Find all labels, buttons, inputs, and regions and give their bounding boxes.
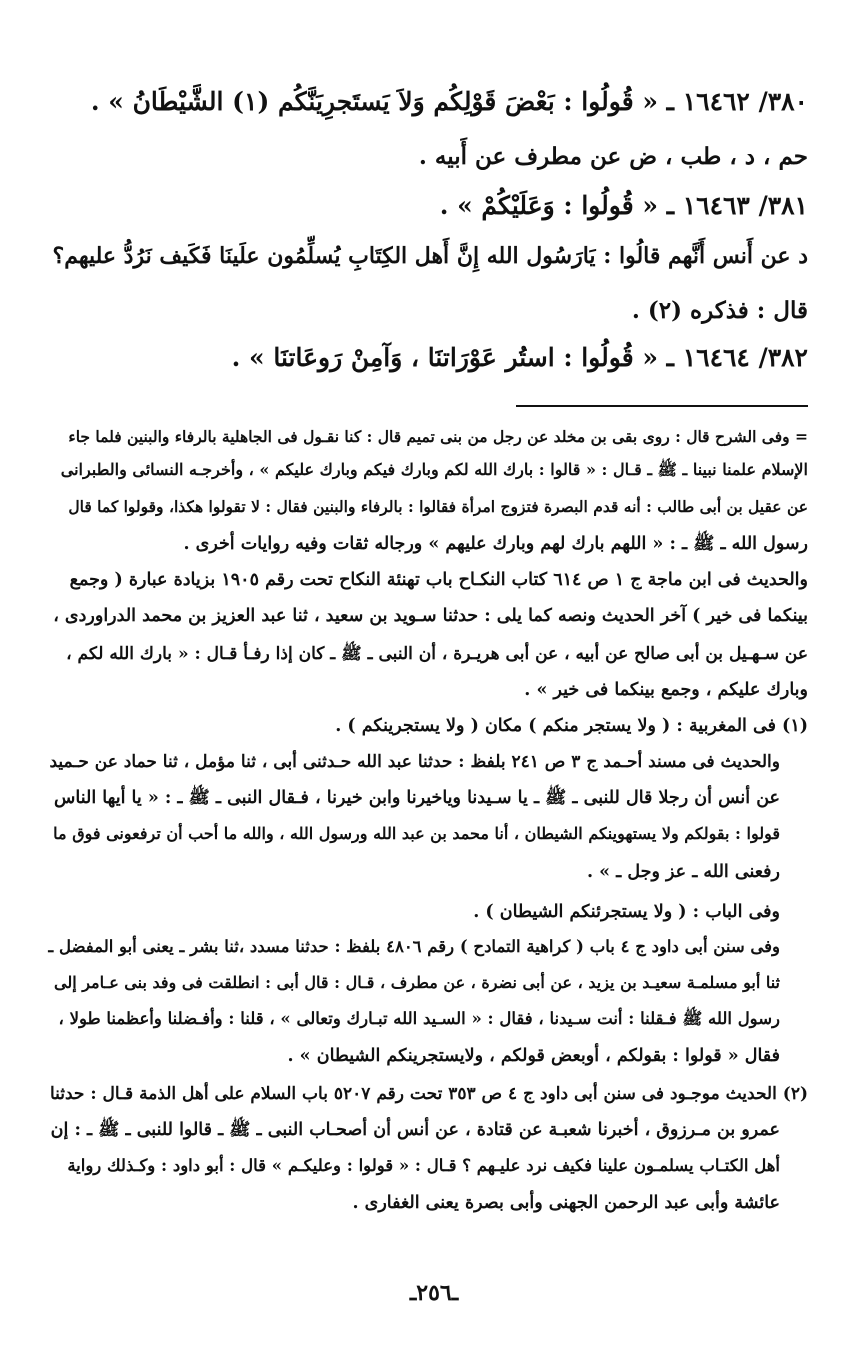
footnote-1-line: وفى الباب : ( ولا يستجرئنكم الشيطان ) . <box>473 902 780 922</box>
hadith-380-source: حم ، د ، طب ، ض عن مطرف عن أَبيه . <box>418 143 808 170</box>
footnote-separator <box>516 405 808 407</box>
footnote-1-line: عن أنس أن رجلا قال للنبى ـ ﷺ ـ يا سـيدنا وياخيرنا وابن خيرنا ، فـقال النبى ـ ﷺ ـ : « يا أيها الناس <box>54 788 780 808</box>
footnote-2-line: أهل الكتـاب يسلمـون علينا فكيف نرد عليـهم ؟ قـال : « قولوا : وعليكـم » قال : أبو داود : وكـذلك رواية <box>67 1156 780 1175</box>
footnote-line: والحديث فى ابن ماجة ج ١ ص ٦١٤ كتاب النكـاح باب تهنئة النكاح تحت رقم ١٩٠٥ بزيادة عبارة ( وجمع <box>69 570 808 590</box>
hadith-381-source: د عن أَنس أَنَّهم قالُوا : يَارَسُول الله إِنَّ أَهل الكِتَابِ يُسلِّمُون علَينَا فَكَيف نَرُدُّ عليهم؟ <box>52 243 808 269</box>
footnote-line: عن سـهـيل بن أبى صالح عن أبيه ، عن أبى هريـرة ، أن النبى ـ ﷺ ـ كان إذا رفـأ قـال : « بارك الله لكم ، <box>66 644 808 664</box>
page-number: ـ٢٥٦ـ <box>409 1280 459 1306</box>
footnote-1-line: ثنا أبو مسلمـة سعيـد بن يزيد ، عن أبى نضرة ، عن مطرف ، قـال : قال أبى : انطلقت فى وفد بنى عـامر إلى <box>54 973 780 992</box>
footnote-line: الإسلام علمنا نبينا ـ ﷺ ـ قـال : « قالوا : بارك الله لكم وبارك فيكم وبارك عليكم » ، وأخرجـه النسائى والطبرانى <box>60 460 808 479</box>
footnote-1-line: وفى سنن أبى داود ج ٤ باب ( كراهية التمادح ) رقم ٤٨٠٦ بلفظ : حدثنا مسدد ،ثنا بشر ـ يعنى أبو المفضل ـ <box>48 937 780 956</box>
hadith-381-source-cont: قال : فذكره (٢) . <box>631 297 808 324</box>
footnote-1-line: والحديث فى مسند أحـمد ج ٣ ص ٢٤١ بلفظ : حدثنا عبد الله حـدثنى أبى ، ثنا مؤمل ، ثنا حماد عن حـميد <box>49 752 780 772</box>
footnote-line: = وفى الشرح قال : روى بقى بن مخلد عن رجل من بنى تميم قال : كنا نقـول فى الجاهلية بالرفاء والبنين فلما جاء <box>68 427 808 446</box>
footnote-line: عن عقيل بن أبى طالب : أنه قدم البصرة فتزوج امرأة فقالوا : بالرفاء والبنين فقال : لا تقولوا هكذا، وقولوا كما قال <box>68 497 808 516</box>
footnote-line: بينكما فى خير ) آخر الحديث ونصه كما يلى : حدثنا سـويد بن سعيد ، ثنا عبد العزيز بن محمد الدراوردى ، <box>53 606 808 626</box>
footnote-2-line: عائشة وأبى عبد الرحمن الجهنى وأبى بصرة يعنى الغفارى . <box>352 1193 780 1213</box>
footnote-1-line: قولوا : بقولكم ولا يستهوينكم الشيطان ، أنا محمد بن عبد الله ورسول الله ، والله ما أحب أن ترفعونى فوق ما <box>53 824 780 843</box>
footnote-1-line: رفعنى الله ـ عز وجل ـ » . <box>586 862 780 882</box>
hadith-382-line: ٣٨٢/ ١٦٤٦٤ ـ « قُولُوا : استُر عَوْرَاتنَا ، وَآمِنْ رَوعَاتنَا » . <box>231 343 808 372</box>
footnote-1-line: (١) فى المغربية : ( ولا يستجر منكم ) مكان ( ولا يستجرينكم ) . <box>335 716 808 736</box>
footnote-2-line: (٢) الحديث موجـود فى سنن أبى داود ج ٤ ص ٣٥٣ تحت رقم ٥٢٠٧ باب السلام على أهل الذمة قـال : حدثنا <box>49 1084 808 1104</box>
footnote-1-line: فقال « قولوا : بقولكم ، أوبعض قولكم ، ولايستجرينكم الشيطان » . <box>287 1046 780 1066</box>
footnote-line: وبارك عليكم ، وجمع بينكما فى خير » . <box>524 680 808 700</box>
footnote-2-line: عمرو بن مـرزوق ، أخبرنا شعبـة عن قتادة ، عن أنس أن أصحـاب النبى ـ ﷺ ـ قالوا للنبى ـ ﷺ ـ : إن <box>50 1120 780 1140</box>
footnote-line: رسول الله ـ ﷺ ـ : « اللهم بارك لهم وبارك عليهم » ورجاله ثقات وفيه روايات أخرى . <box>183 534 808 554</box>
footnote-1-line: رسول الله ﷺ فـقلنا : أنت سـيدنا ، فقال : « السـيد الله تبـارك وتعالى » ، قلنا : وأفـضلنا وأعظمنا طولا ، <box>58 1009 780 1028</box>
hadith-380-line: ٣٨٠/ ١٦٤٦٢ ـ « قُولُوا : بَعْضَ قَوْلِكُم وَلاَ يَستَجرِيَنَّكُم (١) الشَّيْطَانُ » . <box>90 87 808 116</box>
hadith-381-line: ٣٨١/ ١٦٤٦٣ ـ « قُولُوا : وَعَلَيْكُمْ » . <box>439 191 808 220</box>
